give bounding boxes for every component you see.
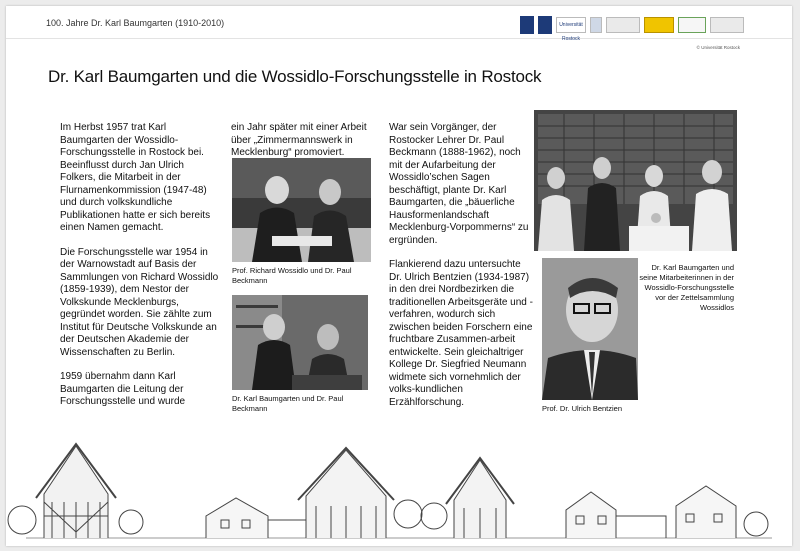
photo-illustration <box>232 295 368 390</box>
photo-bentzien <box>542 258 638 400</box>
paragraph: Im Herbst 1957 trat Karl Baumgarten der Wossidlo-Forschungsstelle in Rostock bei. Beeinflusst durch Jan Ulrich Folkers, die Mitarbeit in der Flurnamenkommission (1947-48) und durch volkskundliche Publikationen hatte er sich bereits einen Namen gemacht. <box>60 122 211 233</box>
photo-caption: Dr. Karl Baumgarten und Dr. Paul Beckmann <box>232 394 344 413</box>
photo-caption: Prof. Dr. Ulrich Bentzien <box>542 404 623 413</box>
crest-logo <box>520 16 534 34</box>
photo-baumgarten-beckmann <box>232 295 368 390</box>
partner-logo <box>606 17 640 33</box>
sponsor-logos <box>520 15 744 42</box>
farmhouse-sketch-illustration <box>6 436 792 546</box>
photo-caption: Dr. Karl Baumgarten und seine Mitarbeiterinnen in der Wossidlo-Forschungsstelle vor der Zettelsammlung Wossidlos <box>639 263 734 312</box>
photo-illustration <box>534 110 737 251</box>
photo-wossidlo-beckmann <box>232 158 371 262</box>
paragraph: War sein Vorgänger, der Rostocker Lehrer Dr. Paul Beckmann (1888-1962), noch mit der Aufarbeitung der Wossidlo’schen Sagen beschäftigt, plante Dr. Karl Baumgarten, die „bäuerliche Hausformenlandschaft Mecklenburg-Vorpommerns“ zu ergründen. <box>389 122 529 246</box>
crest-logo-2 <box>538 16 552 34</box>
header-bar <box>6 6 792 50</box>
paragraph: 1959 übernahm dann Karl Baumgarten die Leitung der Forschungsstelle und wurde <box>60 371 186 407</box>
photo-caption: Prof. Richard Wossidlo und Dr. Paul Beckmann <box>232 266 352 285</box>
paragraph: ein Jahr später mit einer Arbeit über „Zimmermannswerk in Mecklenburg“ promoviert. <box>231 122 367 158</box>
photo-illustration <box>232 158 371 262</box>
copyright-note: © Universität Rostock <box>696 45 740 50</box>
poster <box>6 6 792 546</box>
paragraph: Flankierend dazu untersuchte Dr. Ulrich Bentzien (1934-1987) in den drei Nordbezirken die traditionellen Arbeitsgeräte und -verfahren, wodurch sich zwischen beiden Forschern eine fruchtbare Zusammen-arbeit entwickelte. Sein gleichaltriger Kollege Dr. Siegfried Neumann widmete sich vornehmlich der volks-kundlichen Erzählforschung. <box>389 259 533 408</box>
university-logo: Universität Rostock <box>556 17 586 33</box>
yellow-sponsor-logo <box>644 17 674 33</box>
green-sponsor-logo <box>678 17 706 33</box>
text-column-1 <box>60 122 220 421</box>
photo-card-catalogue-group <box>534 110 737 251</box>
wk-logo <box>710 17 744 33</box>
text-column-3 <box>389 122 534 421</box>
page-title: Dr. Karl Baumgarten und die Wossidlo-Forschungsstelle in Rostock <box>48 67 542 86</box>
photo-illustration <box>542 258 638 400</box>
seal-logo <box>590 17 602 33</box>
series-title: 100. Jahre Dr. Karl Baumgarten (1910-2010) <box>46 18 225 28</box>
paragraph: Die Forschungsstelle war 1954 in der Warnowstadt auf Basis der Sammlungen von Richard Wossidlo (1859-1939), dem Nestor der Volkskunde Mecklenburgs, gegründet worden. Sie zählte zum Institut für Deutsche Volkskunde an der Deutschen Akademie der Wissenschaften zu Berlin. <box>60 246 219 358</box>
